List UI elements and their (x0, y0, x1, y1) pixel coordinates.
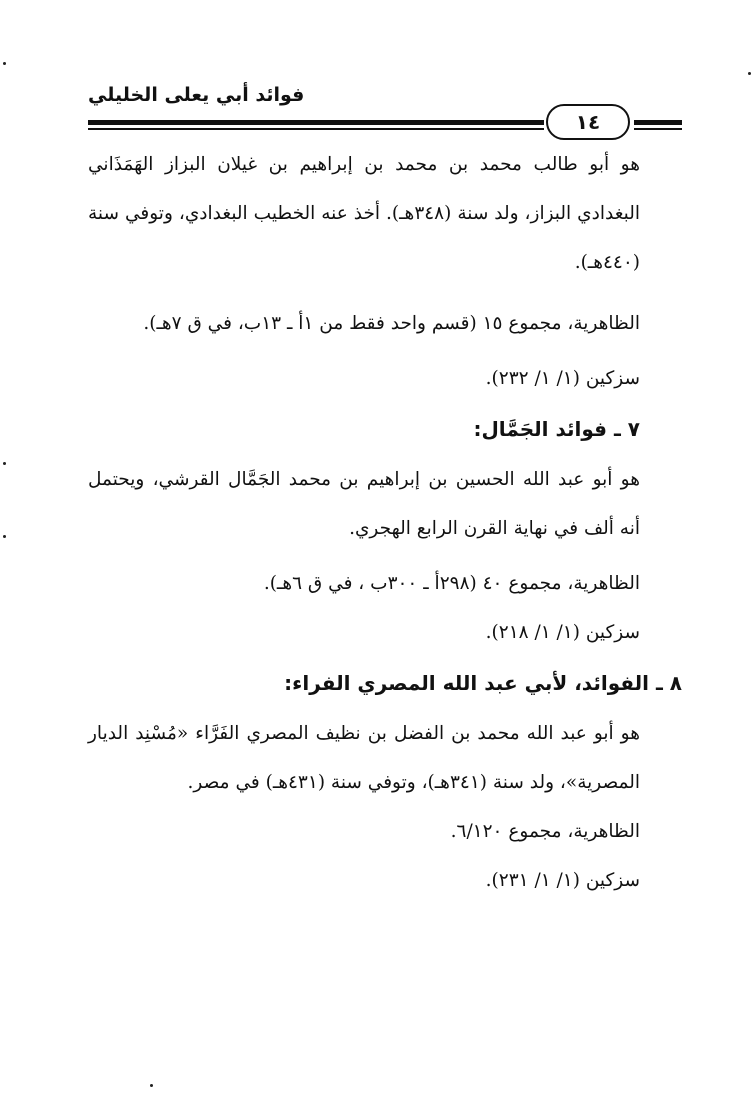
section-heading-7: ٧ ـ فوائد الجَمَّال: (473, 417, 640, 441)
manuscript-paragraph: الظاهرية، مجموع ١٥ (قسم واحد فقط من ١أ ـ ١٣ب، في ق ٧هـ). (143, 313, 640, 334)
manuscript-paragraph: الظاهرية، مجموع ٦/١٢٠. (450, 821, 640, 842)
sezgin-reference: سزكين (١/ ١/ ٢٣١). (485, 870, 640, 891)
sezgin-reference: سزكين (١/ ١/ ٢١٨). (485, 622, 640, 643)
running-title: فوائد أبي يعلى الخليلي (88, 84, 305, 106)
margin-speck (3, 462, 6, 465)
margin-speck (150, 1084, 153, 1087)
header-rule-right (634, 120, 682, 130)
page-number-badge: ١٤ (546, 104, 630, 140)
biography-paragraph: هو أبو عبد الله محمد بن الفضل بن نظيف المصري الفَرَّاء «مُسْنِد الديار المصرية»، ولد سنة (٣٤١هـ)، وتوفي سنة (٤٣١هـ) في مصر. (88, 723, 640, 793)
sezgin-reference: سزكين (١/ ١/ ٢٣٢). (485, 368, 640, 389)
biography-paragraph: هو أبو عبد الله الحسين بن إبراهيم بن محمد الجَمَّال القرشي، ويحتمل أنه ألف في نهاية القرن الرابع الهجري. (88, 469, 640, 539)
margin-speck (3, 535, 6, 538)
biography-paragraph: هو أبو طالب محمد بن محمد بن إبراهيم بن غيلان البزاز الهَمَذَاني البغدادي البزاز، ولد سنة (٣٤٨هـ). أخذ عنه الخطيب البغدادي، وتوفي سنة (٤٤٠هـ). (88, 154, 640, 273)
header-rule-left (88, 120, 544, 130)
section-heading-8: ٨ ـ الفوائد، لأبي عبد الله المصري الفراء: (284, 671, 682, 695)
manuscript-paragraph: الظاهرية، مجموع ٤٠ (٢٩٨أ ـ ٣٠٠ب ، في ق ٦هـ). (263, 573, 640, 594)
margin-speck (3, 62, 6, 65)
margin-speck (748, 72, 751, 75)
page-body (88, 140, 682, 905)
